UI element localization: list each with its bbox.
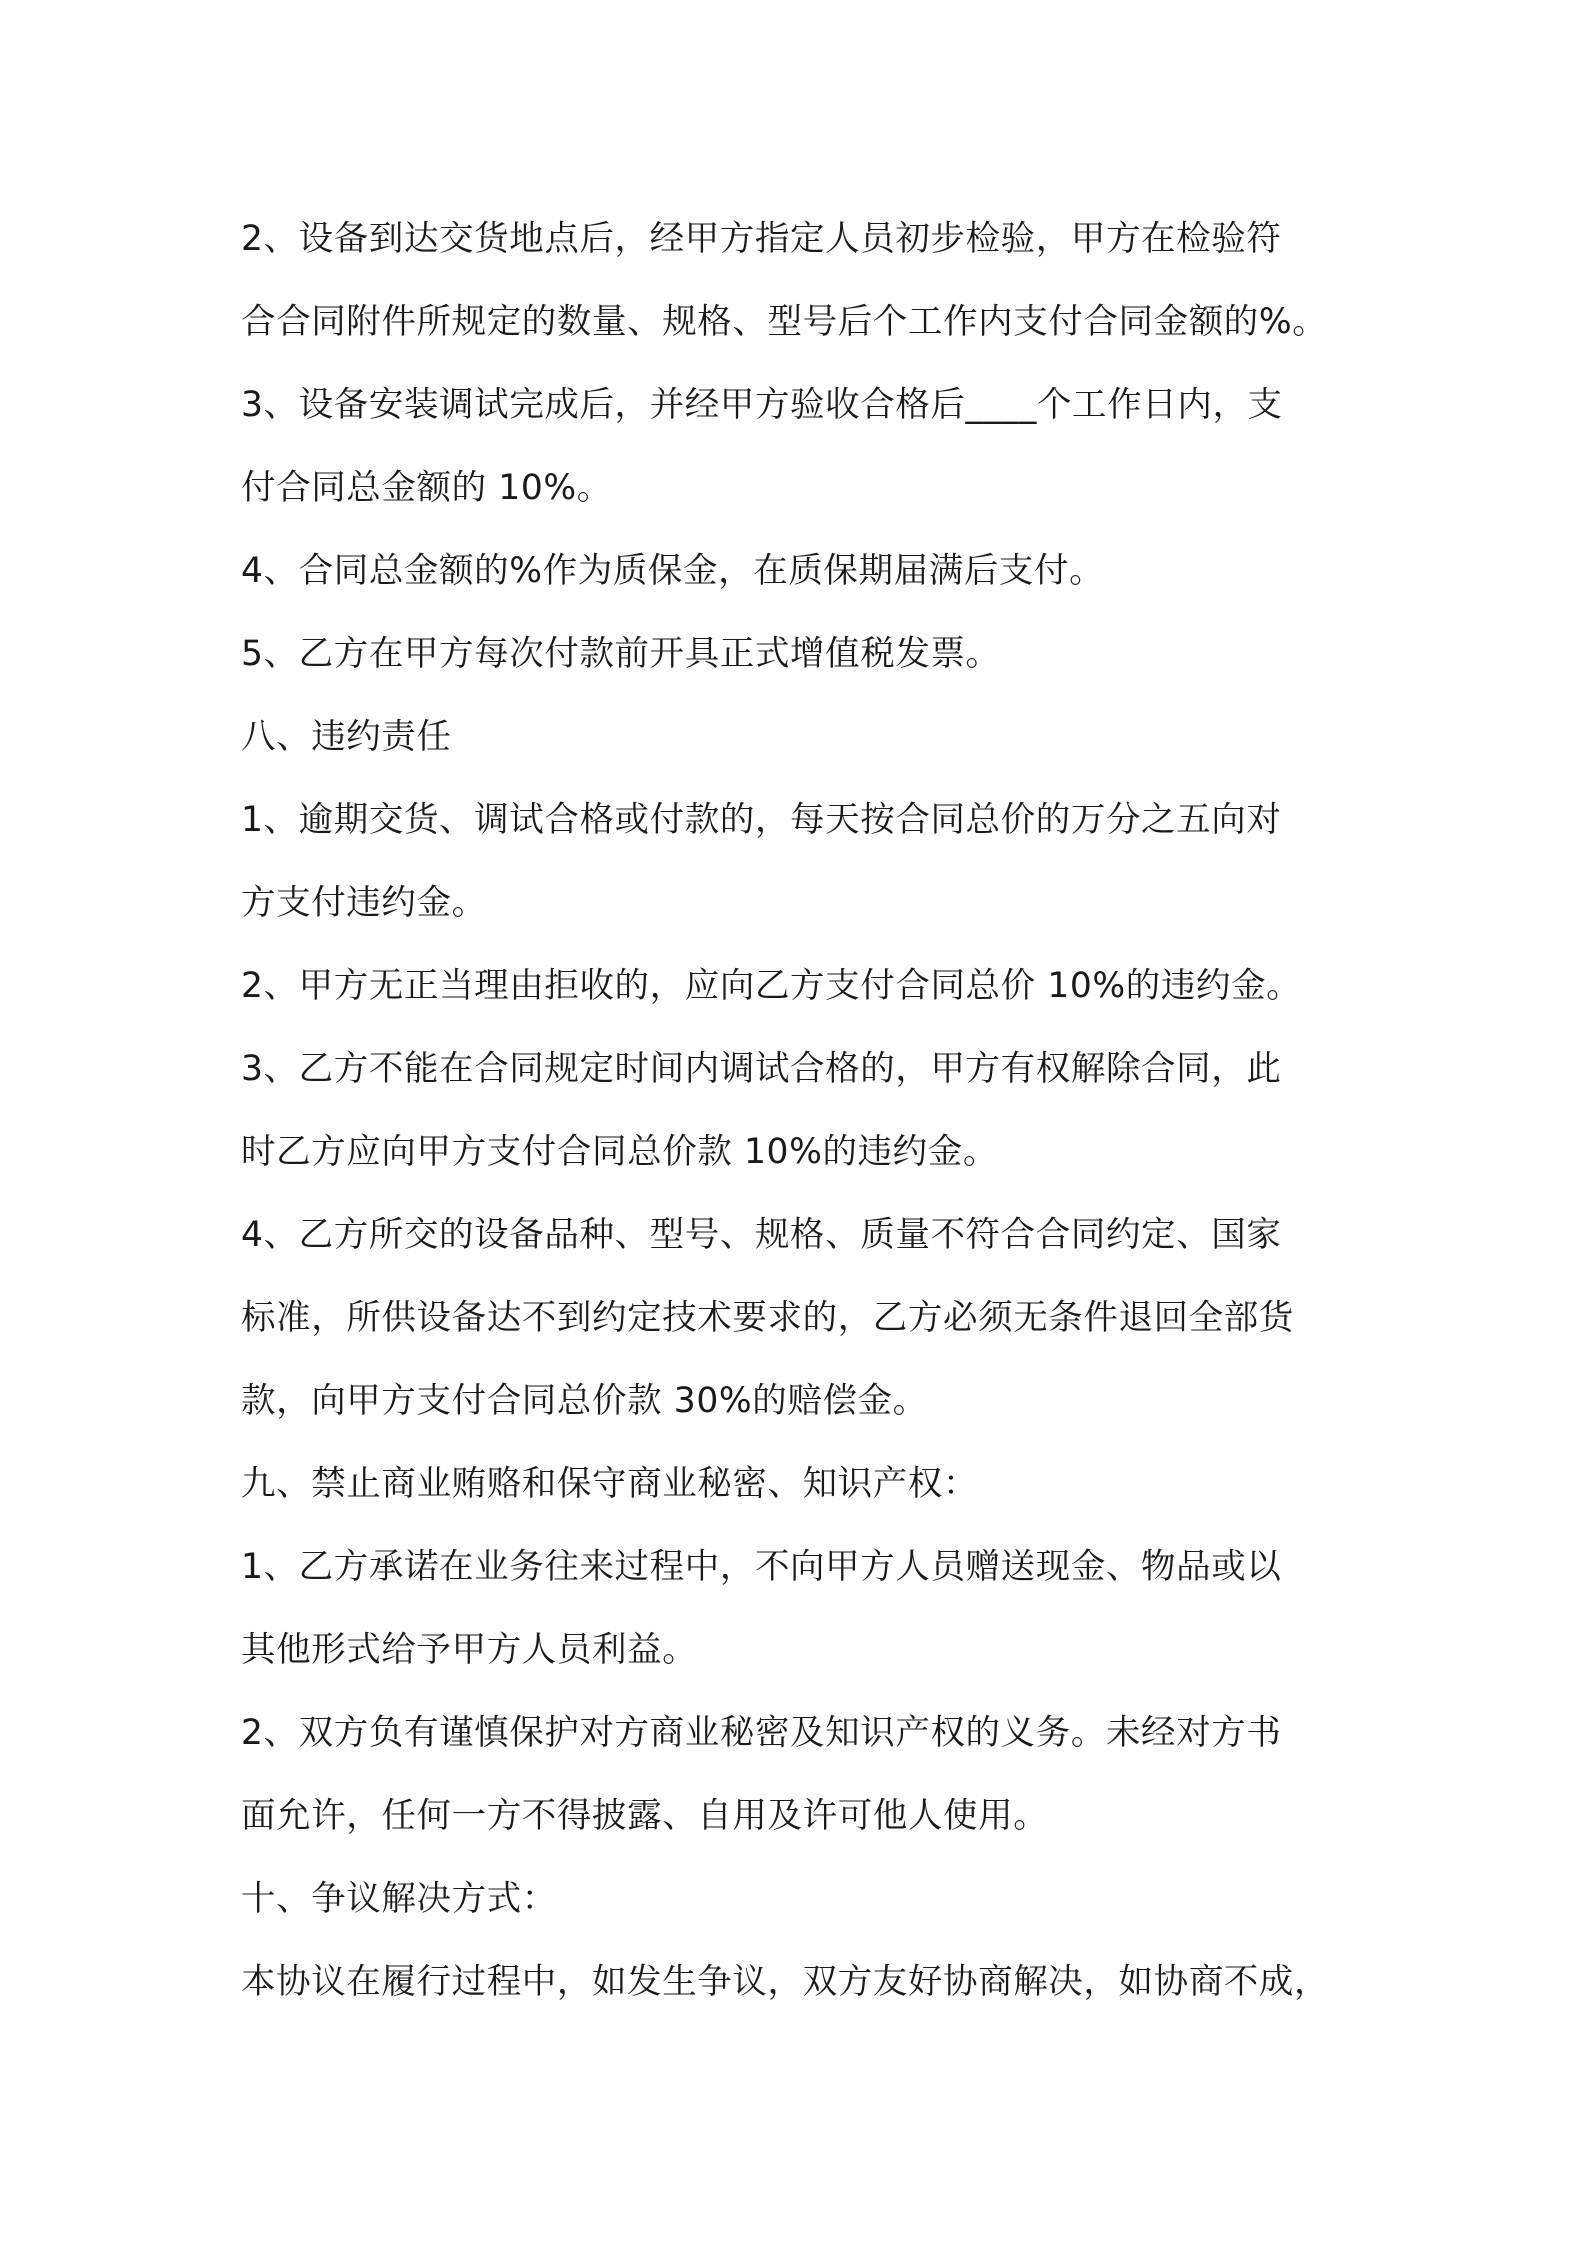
text-line: 5、乙方在甲方每次付款前开具正式增值税发票。 xyxy=(241,634,1001,674)
text-line: 方支付违约金。 xyxy=(241,883,487,923)
text-line: 2、双方负有谨慎保护对方商业秘密及知识产权的义务。未经对方书 xyxy=(241,1713,1282,1753)
section-heading: 八、违约责任 xyxy=(241,717,452,757)
section-heading: 十、争议解决方式： xyxy=(241,1879,557,1919)
text-line: 其他形式给予甲方人员利益。 xyxy=(241,1630,698,1670)
section-heading: 九、禁止商业贿赂和保守商业秘密、知识产权： xyxy=(241,1464,979,1504)
text-line: 付合同总金额的 10%。 xyxy=(241,468,612,508)
text-line: 面允许，任何一方不得披露、自用及许可他人使用。 xyxy=(241,1796,1049,1836)
text-line: 2、设备到达交货地点后，经甲方指定人员初步检验，甲方在检验符 xyxy=(241,219,1282,259)
text-line: 1、乙方承诺在业务往来过程中，不向甲方人员赠送现金、物品或以 xyxy=(241,1547,1282,1587)
text-line: 合合同附件所规定的数量、规格、型号后个工作内支付合同金额的%。 xyxy=(241,302,1328,342)
text-line: 2、甲方无正当理由拒收的，应向乙方支付合同总价 10%的违约金。 xyxy=(241,966,1302,1006)
text-line: 本协议在履行过程中，如发生争议，双方友好协商解决，如协商不成， xyxy=(241,1962,1330,2002)
text-line: 3、乙方不能在合同规定时间内调试合格的，甲方有权解除合同，此 xyxy=(241,1049,1282,1089)
text-line: 时乙方应向甲方支付合同总价款 10%的违约金。 xyxy=(241,1132,998,1172)
text-line: 款，向甲方支付合同总价款 30%的赔偿金。 xyxy=(241,1381,928,1421)
text-line: 4、乙方所交的设备品种、型号、规格、质量不符合合同约定、国家 xyxy=(241,1215,1282,1255)
text-line: 标准，所供设备达不到约定技术要求的，乙方必须无条件退回全部货 xyxy=(241,1298,1294,1338)
text-line: 3、设备安装调试完成后，并经甲方验收合格后____个工作日内，支 xyxy=(241,385,1283,425)
text-line: 4、合同总金额的%作为质保金，在质保期届满后支付。 xyxy=(241,551,1105,591)
document-body xyxy=(241,198,1353,2024)
text-line: 1、逾期交货、调试合格或付款的，每天按合同总价的万分之五向对 xyxy=(241,800,1282,840)
